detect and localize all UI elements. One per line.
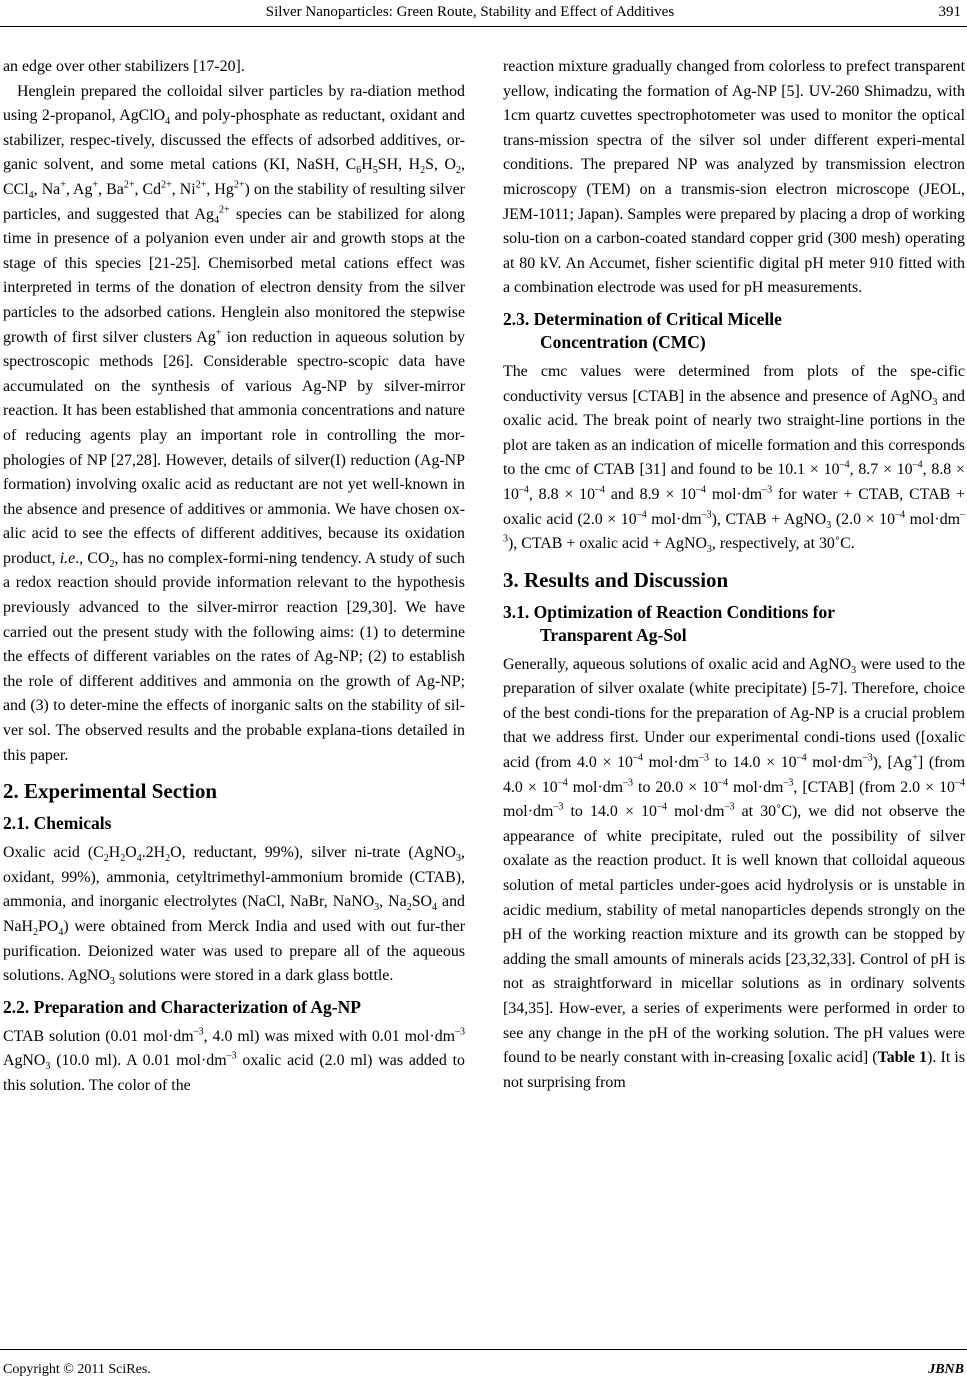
subsection-heading-preparation: 2.2. Preparation and Characterization of Ag-NP — [3, 996, 361, 1017]
paragraph-intro-end: an edge over other stabilizers [17-20]. — [3, 58, 245, 75]
left-column — [3, 55, 465, 1099]
copyright-notice: Copyright © 2011 SciRes. — [3, 1362, 151, 1377]
section-heading-results: 3. Results and Discussion — [503, 567, 729, 592]
header-rule — [0, 26, 967, 27]
paragraph-optimization: Generally, aqueous solutions of oxalic acid and AgNO$_3$ were used to the preparation of silver oxalate (white precipitate) [5-7]. Therefore, choice of the best condi-tions for the preparation of Ag-NP is a crucial problem that we address first. Under our experimental condi-tions used ([oxalic acid (from $4.0 \times 10^{-4}$ $mol\cdot dm^{-3}$ to $14.0 \times 10^{-4}$ $mol\cdot dm^{-3}$), [Ag+] (from $4.0 \times 10^{-4}$ $mol\cdot dm^{-3}$ to $20.0 \times 10^{-4}$ $mol\cdot dm^{-3}$, [CTAB] (from $2.0 \times 10^{-4}$ $mol\cdot dm^{-3}$ to $14.0 \times 10^{-4}$ $mol\cdot dm^{-3}$ at 30˚C), we did not observe the appearance of white precipitate, ruled out the possibility of silver oxalate as the reaction product. It is well known that colloidal aqueous solution of metal particles under-goes acid hydrolysis or is unstable in acidic medium, stability of metal nanoparticles depends strongly on the pH of the working reaction mixture and its growth can be stopped by adding the small amounts of minerals acids [23,32,33]. Control of pH is not as straightforward in micellar solutions as in ordinary solvents [34,35]. How-ever, a series of experiments were performed in order to see any change in the pH of the working solution. The pH values were found to be nearly constant with in-creasing [oxalic acid] (Table 1). It is not surprising from — [503, 655, 966, 1091]
page-header — [0, 0, 967, 30]
paragraph-chemicals: Oxalic acid ($C_2H_2O_4.2H_2O$, reductant, 99%), silver ni-trate (AgNO$_3$, oxidant, 99%), ammonia, cetyltrimethyl-ammonium bromide (CTAB), ammonia, and inorganic electrolytes (NaCl, NaBr, NaNO$_3$, $Na_2SO_4$ and $NaH_2PO_4$) were obtained from Merck India and used with out fur-ther purification. Deionized water was used to prepare all of the aqueous solutions. AgNO$_3$ solutions were stored in a dark glass bottle. — [3, 844, 465, 988]
journal-abbreviation: JBNB — [928, 1362, 964, 1377]
paragraph-characterization: reaction mixture gradually changed from colorless to prefect transparent yellow, indicating the formation of Ag-NP [5]. UV-260 Shimadzu, with 1cm quartz cuvettes spectrophotometer was used to monitor the optical trans-mission spectra of the silver sol under different experi-mental conditions. The prepared NP was analyzed by transmission electron microscopy (TEM) on a transmis-sion electron microscope (JEOL, JEM-1011; Japan). Samples were prepared by placing a drop of working solu-tion on a carbon-coated standard copper grid (300 mesh) operating at 80 kV. An Accumet, fisher scientific digital pH meter 910 fitted with a combination electrode was used for pH measurements. — [503, 58, 965, 297]
page-footer — [0, 1349, 967, 1386]
paragraph-cmc: The cmc values were determined from plots of the spe-cific conductivity versus [CTAB] in the absence and presence of AgNO$_3$ and oxalic acid. The break point of nearly two straight-line portions in the plot are taken as an indication of micelle formation and this corresponds to the cmc of CTAB [31] and found to be $10.1 \times 10^{-4}$, $8.7 \times 10^{-4}$, $8.8 \times 10^{-4}$, $8.8 \times 10^{-4}$ and $8.9 \times 10^{-4}$ $mol\cdot dm^{-3}$ for water + CTAB, CTAB + oxalic acid ($2.0 \times 10^{-4}$ $mol\cdot dm^{-3}$), CTAB + AgNO$_3$ ($2.0 \times 10^{-4}$ $mol\cdot dm^{-3}$), CTAB + oxalic acid + AgNO$_3$, respectively, at 30˚C. — [503, 362, 965, 556]
running-title: Silver Nanoparticles: Green Route, Stability and Effect of Additives — [265, 4, 675, 20]
footer-rule — [0, 1349, 967, 1350]
right-column — [503, 55, 965, 1095]
paragraph-preparation: CTAB solution (0.01 $mol\cdot dm^{-3}$, 4.0 ml) was mixed with 0.01 $mol\cdot dm^{-3}$ AgNO$_3$ (10.0 ml). A 0.01 $mol\cdot dm^{-3}$ oxalic acid (2.0 ml) was added to this solution. The color of the — [3, 1026, 465, 1094]
paragraph-henglein: Henglein prepared the colloidal silver particles by ra-diation method using 2-propanol, AgClO$_4$ and poly-phosphate as reductant, oxidant and stabilizer, respec-tively, discussed the effects of adsorbed additives, or-ganic solvent, and some metal cations (KI, NaSH, $C_6H_5SH$, $H_2S$, $O_2$, CCl$_4$, Na+, Ag+, $Ba^{2+}$, $Cd^{2+}$, $Ni^{2+}$, $Hg^{2+}$) on the stability of resulting silver particles, and suggested that $Ag_4^{2+}$ species can be stabilized for along time in presence of a polyanion even under air and growth stops at the stage of this species [21-25]. Chemisorbed metal cations effect was interpreted in terms of the donation of electron density from the silver particles to the adsorbed cations. Henglein also monitored the stepwise growth of first silver clusters Ag+ ion reduction in aqueous solution by spectroscopic methods [26]. Considerable spectro-scopic data have accumulated on the synthesis of various Ag-NP by silver-mirror reaction. It has been established that ammonia concentrations and nature of reducing agents play an important role in controlling the mor-phologies of NP [27,28]. However, details of silver(I) reduction (Ag-NP formation) involving oxalic acid as reductant are not yet well-known in the absence and presence of additives or ammonia. We have chosen ox-alic acid to see the effects of different additives, because its oxidation product, i.e., $CO_2$, has no complex-formi-ning tendency. A study of such a redox reaction should provide information relevant to the hypothesis previously advanced to the silver-mirror reaction [29,30]. We have carried out the present study with the following aims: (1) to determine the effects of different variables on the rates of Ag-NP; (2) to establish the role of different additives and ammonia on the growth of Ag-NP; and (3) to deter-mine the effects of inorganic salts on the stability of sil-ver sol. The observed results and the probable explana-tions detailed in this paper. — [3, 82, 466, 764]
page-number: 391 — [938, 4, 961, 20]
subsection-heading-cmc: 2.3. Determination of Critical Micelle Concentration (CMC) — [503, 308, 782, 352]
subsection-heading-optimization: 3.1. Optimization of Reaction Conditions for Transparent Ag-Sol — [503, 601, 836, 645]
section-heading-experimental: 2. Experimental Section — [3, 779, 218, 804]
subsection-heading-chemicals: 2.1. Chemicals — [3, 813, 112, 834]
